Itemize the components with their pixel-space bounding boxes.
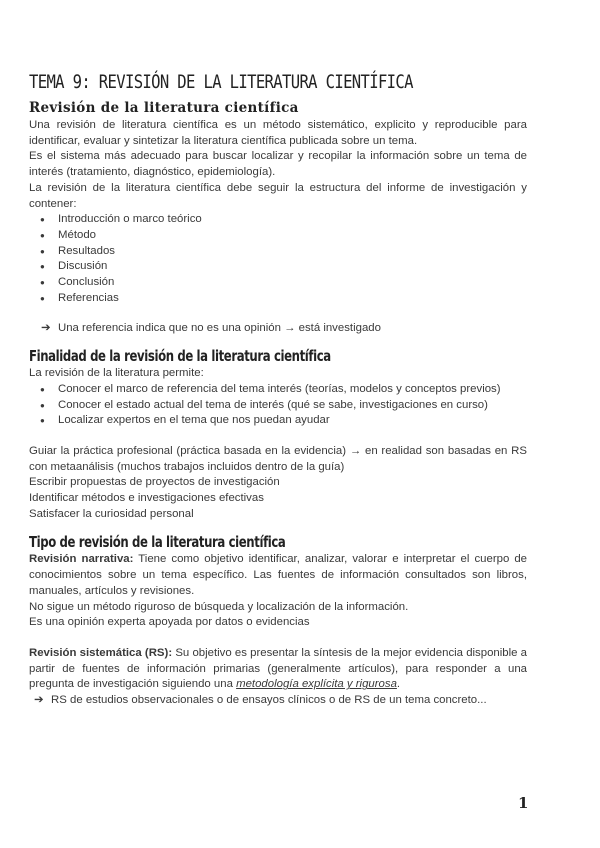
section2-paragraph-3: Identificar métodos e investigaciones efectivas <box>29 492 264 505</box>
section1-heading: Revisión de la literatura científica <box>29 100 299 116</box>
arrow-note-text: RS de estudios observacionales o de ensayos clínicos o de RS de un tema concreto... <box>51 694 487 707</box>
section1-paragraph-3: La revisión de la literatura científica debe seguir la estructura del informe de investigación y contener: <box>29 181 527 210</box>
sistematica-paragraph <box>29 646 527 693</box>
section1-paragraph-1: Una revisión de literatura científica es un método sistemático, explicito y reproducible para identificar, evaluar y sintetizar la literatura científica publicada sobre un tema. <box>29 119 527 147</box>
list-item: ● Conocer el marco de referencia del tema interés (teorías, modelos y conceptos previos) <box>29 382 527 398</box>
list-item: ● Introducción o marco teórico <box>29 212 527 228</box>
section2-intro: La revisión de la literatura permite: <box>29 367 204 380</box>
list-item: ● Referencias <box>29 291 527 307</box>
list-item: ● Conclusión <box>29 275 527 291</box>
sistematica-end: . <box>396 678 401 691</box>
section2-paragraph-2: Escribir propuestas de proyectos de investigación <box>29 476 280 489</box>
list-item: ● Método <box>29 228 527 244</box>
arrow-icon: ➔ <box>34 694 44 707</box>
page-number: 1 <box>518 794 529 812</box>
arrow-note <box>29 693 527 709</box>
narrativa-label: Revisión narrativa: <box>29 553 134 566</box>
arrow-note-text: Una referencia indica que no es una opinión → está investigado <box>58 322 381 335</box>
document-page <box>29 70 527 709</box>
arrow-icon: ➔ <box>41 322 51 335</box>
page-title: TEMA 9: REVISIÓN DE LA LITERATURA CIENTÍFICA <box>29 71 413 93</box>
structure-list <box>29 212 527 306</box>
list-item: ● Conocer el estado actual del tema de interés (qué se sabe, investigaciones en curso) <box>29 398 527 414</box>
list-item: ● Resultados <box>29 244 527 260</box>
narrativa-text: Tiene como objetivo identificar, analizar, valorar e interpretar el cuerpo de conocimientos sobre un tema específico. Las fuentes de información consultados son libros, manuales, artículos y revisiones. <box>29 553 527 597</box>
arrow-note <box>29 321 527 337</box>
section1-paragraph-2: Es el sistema más adecuado para buscar localizar y recopilar la información sobre un tema de interés (tratamiento, diagnóstico, epidemiología). <box>29 150 527 179</box>
sistematica-label: Revisión sistemática (RS): <box>29 646 173 659</box>
narrativa-paragraph-3: Es una opinión experta apoyada por datos o evidencias <box>29 616 310 629</box>
list-item: ● Localizar expertos en el tema que nos puedan ayudar <box>29 413 527 429</box>
list-item: ● Discusión <box>29 259 527 275</box>
spacer <box>29 306 527 321</box>
section2-heading: Finalidad de la revisión de la literatura científica <box>29 347 331 366</box>
purpose-list <box>29 382 527 429</box>
section2-paragraph-4: Satisfacer la curiosidad personal <box>29 507 194 520</box>
methodology-emphasis: metodología explícita y rigurosa <box>236 678 397 691</box>
narrativa-paragraph <box>29 552 527 599</box>
section3-heading: Tipo de revisión de la literatura científica <box>29 533 286 552</box>
narrativa-paragraph-2: No sigue un método riguroso de búsqueda y localización de la información. <box>29 600 409 613</box>
sistematica-text: Su objetivo es presentar la síntesis de la mejor evidencia disponible a partir de fuentes de información primarias (generalmente artículos), para responder a una pregunta de investigación siguiendo una <box>29 646 528 691</box>
spacer <box>29 429 527 444</box>
section2-paragraph-1: Guiar la práctica profesional (práctica basada en la evidencia) → en realidad son basadas en RS con metaanálisis (muchos trabajos incluidos dentro de la guía) <box>29 444 527 473</box>
spacer <box>29 631 527 646</box>
